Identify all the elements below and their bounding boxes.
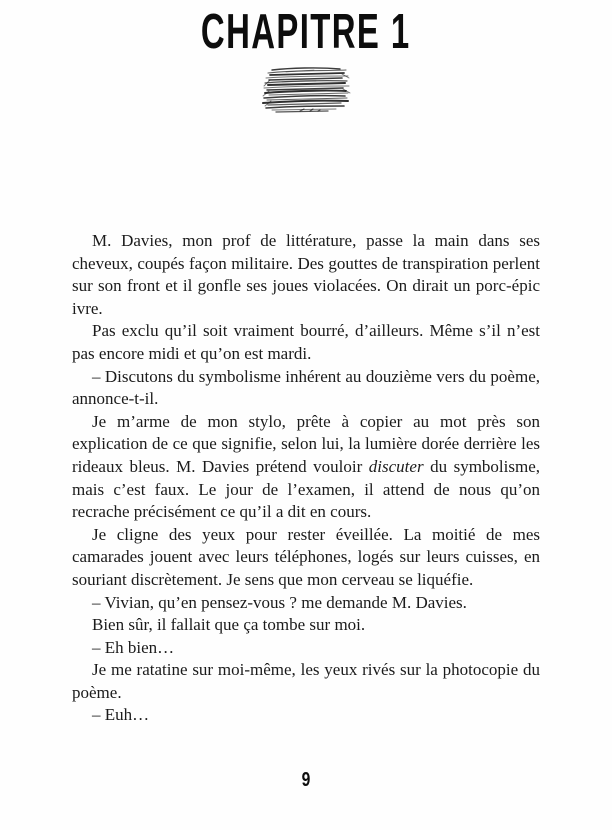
paragraph-text: – Eh bien… bbox=[92, 637, 175, 657]
paragraph-text: du symbolisme, mais c’est faux. Le jour de l’examen, il attend de nous qu’on recrache précisément ce qu’il a dit en cours. bbox=[72, 456, 541, 522]
paragraph-text: Bien sûr, il fallait que ça tombe sur moi. bbox=[92, 615, 366, 635]
paragraph-text: Pas exclu qu’il soit vraiment bourré, d’ailleurs. Même s’il n’est pas encore midi et qu’on est mardi. bbox=[72, 321, 540, 363]
paragraph bbox=[72, 320, 540, 365]
paragraph-text: Je cligne des yeux pour rester éveillée. La moitié de mes camarades jouent avec leurs téléphones, logés sur leurs cuisses, en souriant discrètement. Je sens que mon cerveau se liquéfie. bbox=[72, 524, 540, 589]
paragraph-text-italic: discuter bbox=[368, 456, 424, 476]
paragraph-text: – Euh… bbox=[92, 705, 150, 725]
paragraph-text: M. Davies, mon prof de littérature, passe la main dans ses cheveux, coupés façon militaire. Des gouttes de transpiration perlent sur son front et il gonfle ses joues violacées. On dirait un porc-épic ivre. bbox=[72, 231, 540, 318]
body-text bbox=[72, 230, 540, 727]
paragraph-dialogue bbox=[72, 592, 540, 615]
paragraph-dialogue bbox=[72, 704, 540, 727]
paragraph bbox=[72, 524, 540, 592]
paper-stack-illustration bbox=[256, 64, 356, 116]
page-number: 9 bbox=[301, 769, 311, 791]
chapter-illustration-container bbox=[0, 64, 612, 121]
paragraph-text: – Discutons du symbolisme inhérent au douzième vers du poème, annonce-t-il. bbox=[72, 366, 540, 409]
chapter-title: CHAPITRE 1 bbox=[201, 3, 411, 59]
paragraph-text: Je me ratatine sur moi-même, les yeux rivés sur la photocopie du poème. bbox=[72, 660, 540, 702]
paragraph-text: Je m’arme de mon stylo, prête à copier au mot près son explication de ce que signifie, selon lui, la lumière dorée derrière les rideaux bleus. M. Davies prétend vouloir bbox=[72, 411, 540, 476]
paragraph bbox=[72, 411, 540, 524]
paragraph-text: – Vivian, qu’en pensez-vous ? me demande M. Davies. bbox=[92, 592, 467, 612]
paragraph-dialogue bbox=[72, 637, 540, 660]
chapter-header bbox=[0, 2, 612, 57]
paragraph bbox=[72, 659, 540, 704]
paragraph-dialogue bbox=[72, 366, 540, 411]
paragraph bbox=[72, 230, 540, 320]
paragraph bbox=[72, 614, 540, 637]
